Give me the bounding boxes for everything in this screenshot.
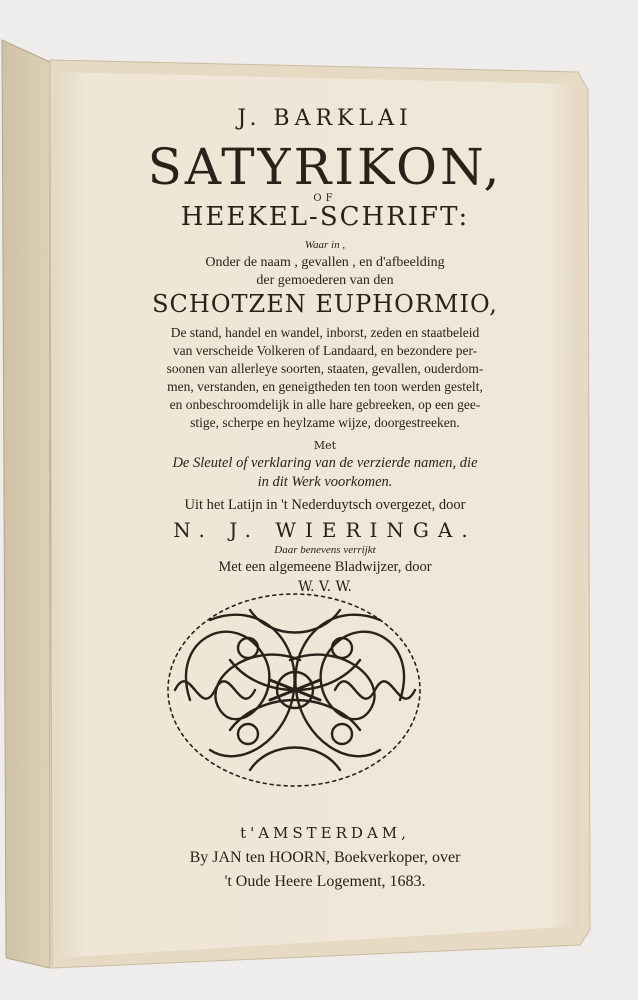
book-subtitle: HEEKEL-SCHRIFT: [180,202,470,232]
description-line: Waar in , [304,239,346,251]
protagonist-name: SCHOTZEN EUPHORMIO, [152,290,498,318]
description-line: der gemoederen van den [256,273,394,288]
met-line: Met [313,439,337,452]
description-line: van verscheide Volkeren of Landaard, en bezondere per- [172,343,478,358]
index-line: Met een algemeene Bladwijzer, door [218,559,432,575]
book-title: SATYRIKON, [147,138,503,196]
imprint-address: 't Oude Heere Logement, 1683. [224,873,426,890]
key-line: in dit Werk voorkomen. [257,474,393,490]
key-line: De Sleutel of verklaring van de verzierde namen, die [172,455,478,471]
description-line: en onbeschroomdelijk in alle hare gebreeken, op een gee- [169,397,481,412]
translation-line: Uit het Latijn in 't Nederduytsch overgezet, door [184,497,466,513]
description-line: soonen van allerleye soorten, staaten, gevallen, ouderdom- [166,361,484,376]
description-line: men, verstanden, en geneigtheden ten toon werden gestelt, [167,379,483,394]
description-line: De stand, handel en wandel, inborst, zeden en staatbeleid [170,325,480,340]
author-name: J. BARKLAI [237,106,413,131]
imprint-publisher: By JAN ten HOORN, Boekverkoper, over [189,849,461,866]
index-author: W. V. W. [298,579,352,595]
translator-name: N. J. WIERINGA. [173,518,477,542]
description-line: Onder de naam , gevallen , en d'afbeelding [205,255,445,270]
title-connector: OF [313,193,337,204]
description-line: stige, scherpe en heylzame wijze, doorgestreeken. [190,415,460,430]
enriched-line: Daar benevens verrijkt [274,544,376,556]
imprint-place: t'AMSTERDAM, [240,824,410,842]
